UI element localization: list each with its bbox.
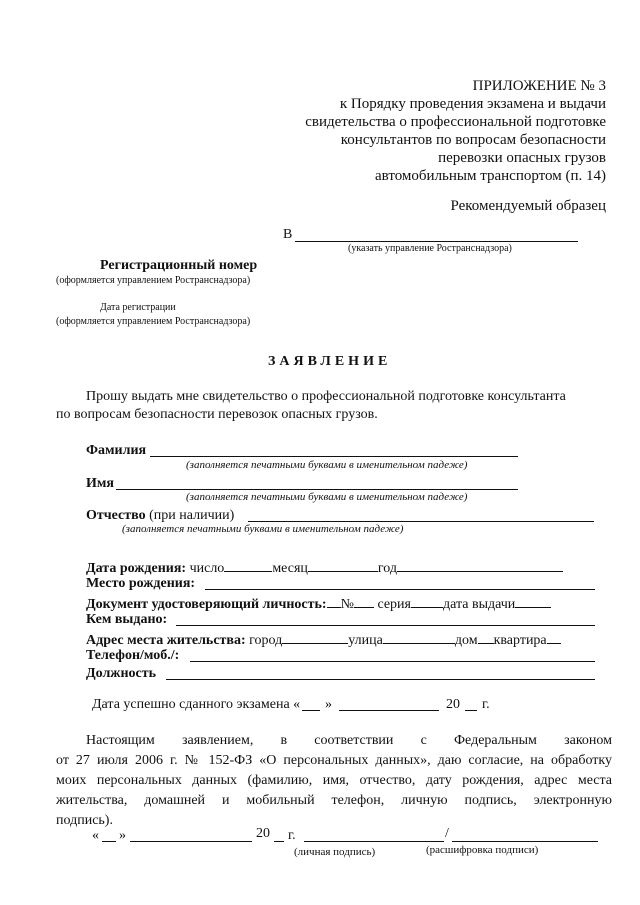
address-house-label: дом — [454, 633, 478, 648]
address-apartment-label: квартира — [493, 633, 547, 648]
addressee-hint: (указать управление Ространснадзора) — [348, 243, 512, 254]
birth-date-row — [86, 558, 563, 577]
id-document-row — [86, 594, 551, 613]
patronymic-input[interactable] — [248, 521, 594, 522]
id-document-label: Документ удостоверяющий личность: — [86, 597, 327, 612]
document-title: ЗАЯВЛЕНИЕ — [268, 354, 392, 369]
exam-year-input[interactable] — [465, 710, 477, 711]
birth-date-label: Дата рождения: — [86, 561, 187, 576]
phone-input[interactable] — [190, 661, 595, 662]
id-number-input[interactable] — [354, 594, 374, 608]
phone-label: Телефон/моб./: — [86, 648, 180, 663]
signature-month-input[interactable] — [130, 841, 252, 842]
registration-number-label: Регистрационный номер — [100, 258, 258, 273]
exam-close-quote: » — [325, 697, 332, 712]
birth-year-input[interactable] — [397, 558, 563, 572]
signature-decode-input[interactable] — [452, 841, 598, 842]
surname-input[interactable] — [150, 456, 518, 457]
registration-date-label: Дата регистрации — [100, 302, 176, 313]
recommended-sample: Рекомендуемый образец — [450, 198, 606, 214]
name-label: Имя — [86, 476, 114, 491]
patronymic-label-row — [86, 508, 234, 524]
id-number-label: № — [340, 597, 354, 612]
consent-line-3: моих персональных данных (фамилию, имя, отчество, дату рождения, адрес места — [56, 773, 612, 788]
address-city-label: город — [245, 633, 283, 648]
id-series-input[interactable] — [411, 594, 443, 608]
header-line-5: автомобильным транспортом (п. 14) — [374, 168, 606, 184]
consent-line-5: подпись). — [56, 813, 113, 828]
id-document-type-input[interactable] — [327, 594, 341, 608]
signature-year-input[interactable] — [274, 841, 284, 842]
position-label: Должность — [86, 666, 157, 681]
issued-by-label: Кем выдано: — [86, 612, 168, 627]
surname-label: Фамилия — [86, 443, 147, 458]
addressee-line[interactable] — [295, 241, 578, 242]
exam-year-prefix: 20 — [446, 697, 460, 712]
name-input[interactable] — [116, 489, 518, 490]
address-street-input[interactable] — [383, 630, 455, 644]
patronymic-label: Отчество — [86, 508, 146, 523]
personal-signature-hint: (личная подпись) — [294, 846, 376, 858]
signature-year-prefix: 20 — [256, 826, 270, 841]
patronymic-hint: (заполняется печатными буквами в именительном падеже) — [122, 523, 404, 535]
birth-month-input[interactable] — [308, 558, 378, 572]
signature-day-input[interactable] — [102, 841, 116, 842]
exam-date-label: Дата успешно сданного экзамена « — [92, 697, 301, 712]
id-series-label: серия — [373, 597, 411, 612]
header-line-3: консультантов по вопросам безопасности — [340, 132, 606, 148]
header-line-2: свидетельства о профессиональной подготовке — [305, 114, 606, 130]
request-line-2: по вопросам безопасности перевозок опасных грузов. — [56, 407, 378, 422]
request-line-1: Прошу выдать мне свидетельство о профессиональной подготовке консультанта — [86, 389, 566, 404]
address-city-input[interactable] — [282, 630, 348, 644]
header-line-1: к Порядку проведения экзамена и выдачи — [339, 96, 606, 112]
birth-place-input[interactable] — [205, 589, 595, 590]
signature-close-quote: » — [119, 828, 126, 843]
personal-signature-input[interactable] — [304, 841, 444, 842]
birth-month-label: месяц — [272, 561, 308, 576]
patronymic-extra: (при наличии) — [145, 508, 235, 523]
signature-slash: / — [445, 826, 449, 841]
id-issue-date-input[interactable] — [515, 594, 551, 608]
issued-by-input[interactable] — [176, 625, 595, 626]
exam-month-input[interactable] — [339, 710, 439, 711]
birth-place-label: Место рождения: — [86, 576, 196, 591]
registration-date-hint: (оформляется управлением Ространснадзора) — [56, 316, 251, 327]
address-label: Адрес места жительства: — [86, 633, 246, 648]
address-house-input[interactable] — [478, 630, 494, 644]
address-apartment-input[interactable] — [547, 630, 561, 644]
birth-day-input[interactable] — [224, 558, 272, 572]
header-line-4: перевозки опасных грузов — [438, 150, 606, 166]
exam-year-suffix: г. — [482, 697, 490, 712]
consent-line-1: Настоящим заявлением, в соответствии с Федеральным законом — [86, 733, 612, 748]
consent-line-2: от 27 июля 2006 г. № 152-ФЗ «О персональных данных», даю согласие, на обработку — [56, 753, 612, 768]
surname-hint: (заполняется печатными буквами в именительном падеже) — [186, 459, 468, 471]
registration-number-hint: (оформляется управлением Ространснадзора) — [56, 275, 251, 286]
exam-day-input[interactable] — [302, 710, 320, 711]
appendix-number: ПРИЛОЖЕНИЕ № 3 — [472, 78, 606, 94]
signature-decode-hint: (расшифровка подписи) — [426, 844, 539, 856]
signature-year-suffix: г. — [288, 828, 296, 843]
position-input[interactable] — [166, 679, 595, 680]
address-street-label: улица — [348, 633, 383, 648]
consent-line-4: жительства, домашней и мобильный телефон, личную подпись, электронную — [56, 793, 612, 808]
name-hint: (заполняется печатными буквами в именительном падеже) — [186, 491, 468, 503]
addressee-prefix: В — [283, 227, 293, 242]
birth-day-label: число — [186, 561, 225, 576]
signature-open-quote: « — [92, 828, 99, 843]
birth-year-label: год — [377, 561, 398, 576]
address-row — [86, 630, 561, 649]
id-issue-date-label: дата выдачи — [442, 597, 516, 612]
